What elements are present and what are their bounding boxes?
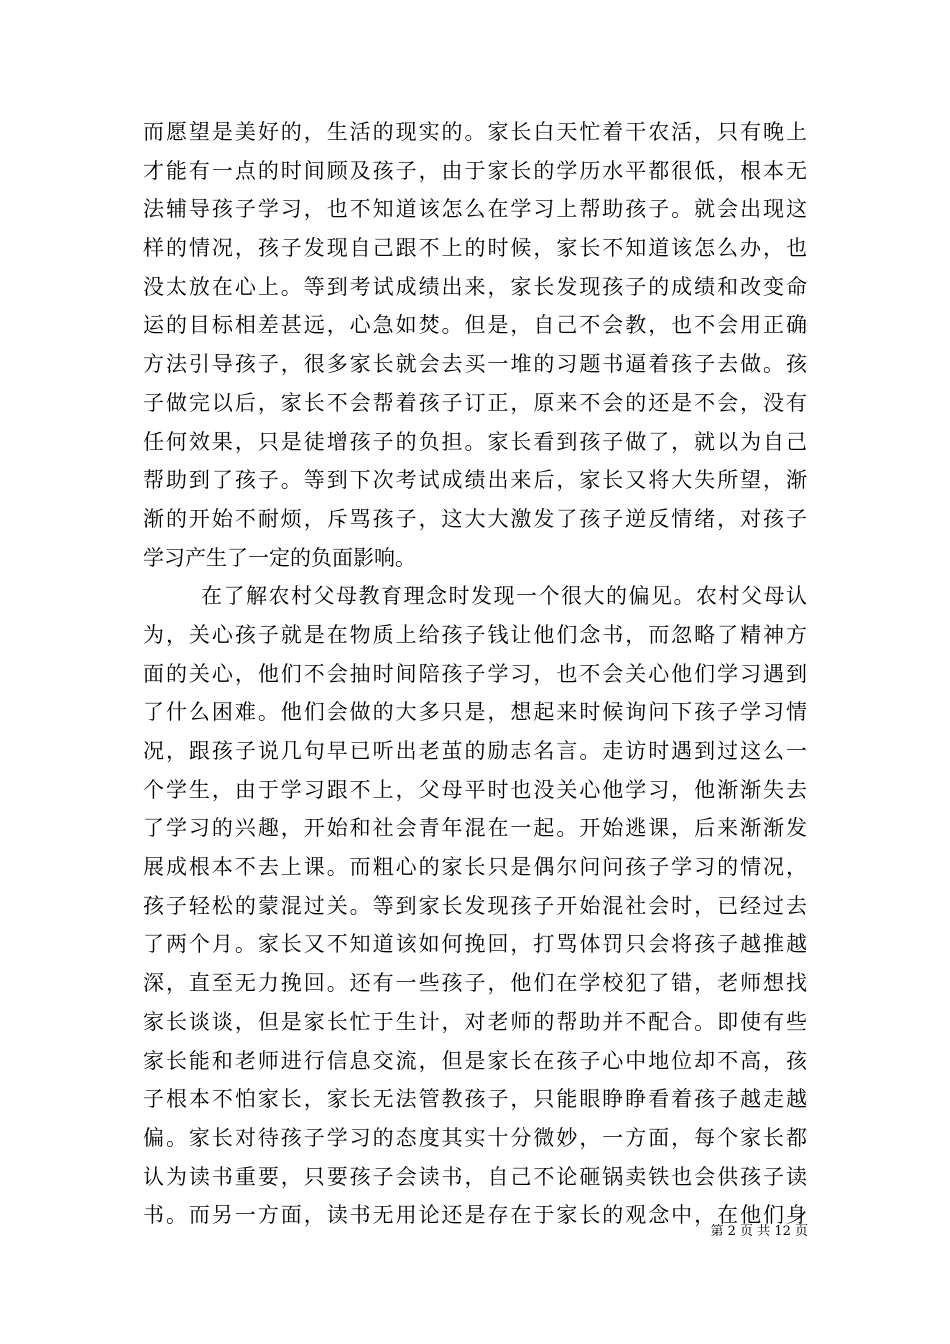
paragraph-1-line: 样的情况，孩子发现自己跟不上的时候，家长不知道该怎么办，也 bbox=[143, 236, 807, 261]
page-number-footer: 第 2 页 共 12 页 bbox=[710, 1224, 808, 1239]
paragraph-2-line: 书。而另一方面，读书无用论还是存在于家长的观念中，在他们身 bbox=[143, 1203, 807, 1228]
paragraph-2-line: 家长谈谈，但是家长忙于生计，对老师的帮助并不配合。即使有些 bbox=[143, 1009, 807, 1034]
paragraph-2-line: 况，跟孩子说几句早已听出老茧的励志名言。走访时遇到过这么一 bbox=[143, 739, 807, 763]
paragraph-2-line: 家长能和老师进行信息交流，但是家长在孩子心中地位却不高，孩 bbox=[143, 1048, 807, 1073]
paragraph-1-line: 法辅导孩子学习，也不知道该怎么在学习上帮助孩子。就会出现这 bbox=[143, 197, 807, 222]
paragraph-2-line: 了两个月。家长又不知道该如何挽回，打骂体罚只会将孩子越推越 bbox=[143, 932, 807, 957]
paragraph-2-line: 了什么困难。他们会做的大多只是，想起来时候询问下孩子学习情 bbox=[143, 700, 807, 725]
body-text bbox=[143, 113, 807, 1235]
paragraph-1-line: 而愿望是美好的，生活的现实的。家长白天忙着干农活，只有晚上 bbox=[143, 120, 807, 144]
paragraph-2-line: 展成根本不去上课。而粗心的家长只是偶尔问问孩子学习的情况， bbox=[143, 855, 807, 880]
paragraph-1-line: 才能有一点的时间顾及孩子，由于家长的学历水平都很低，根本无 bbox=[143, 158, 807, 183]
paragraph-1-line: 子做完以后，家长不会帮着孩子订正，原来不会的还是不会，没有 bbox=[143, 390, 807, 415]
paragraph-1-line: 学习产生了一定的负面影响。 bbox=[143, 545, 416, 570]
paragraph-2-line: 了学习的兴趣，开始和社会青年混在一起。开始逃课，后来渐渐发 bbox=[143, 816, 807, 841]
paragraph-2-line: 在了解农村父母教育理念时发现一个很大的偏见。农村父母认 bbox=[201, 584, 807, 609]
paragraph-1-line: 任何效果，只是徒增孩子的负担。家长看到孩子做了，就以为自己 bbox=[143, 429, 807, 454]
paragraph-2-line: 深，直至无力挽回。还有一些孩子，他们在学校犯了错，老师想找 bbox=[143, 971, 807, 996]
paragraph-1-line: 方法引导孩子，很多家长就会去买一堆的习题书逼着孩子去做。孩 bbox=[143, 352, 807, 377]
paragraph-2-line: 认为读书重要，只要孩子会读书，自己不论砸锅卖铁也会供孩子读 bbox=[143, 1164, 807, 1189]
paragraph-1-line: 渐的开始不耐烦，斥骂孩子，这大大激发了孩子逆反情绪，对孩子 bbox=[143, 506, 807, 531]
paragraph-2-line: 面的关心，他们不会抽时间陪孩子学习，也不会关心他们学习遇到 bbox=[143, 661, 807, 686]
paragraph-2-line: 子根本不怕家长，家长无法管教孩子，只能眼睁睁看着孩子越走越 bbox=[143, 1087, 807, 1112]
paragraph-2-line: 孩子轻松的蒙混过关。等到家长发现孩子开始混社会时，已经过去 bbox=[143, 893, 807, 918]
paragraph-2-line: 为，关心孩子就是在物质上给孩子钱让他们念书，而忽略了精神方 bbox=[143, 622, 807, 647]
paragraph-2-line: 个学生，由于学习跟不上，父母平时也没关心他学习，他渐渐失去 bbox=[143, 777, 807, 802]
paragraph-1-line: 运的目标相差甚远，心急如焚。但是，自己不会教，也不会用正确 bbox=[143, 313, 807, 338]
paragraph-1-line: 帮助到了孩子。等到下次考试成绩出来后，家长又将大失所望，渐 bbox=[143, 468, 807, 493]
paragraph-1-line: 没太放在心上。等到考试成绩出来，家长发现孩子的成绩和改变命 bbox=[143, 274, 807, 299]
paragraph-2-line: 偏。家长对待孩子学习的态度其实十分微妙，一方面，每个家长都 bbox=[143, 1125, 807, 1150]
